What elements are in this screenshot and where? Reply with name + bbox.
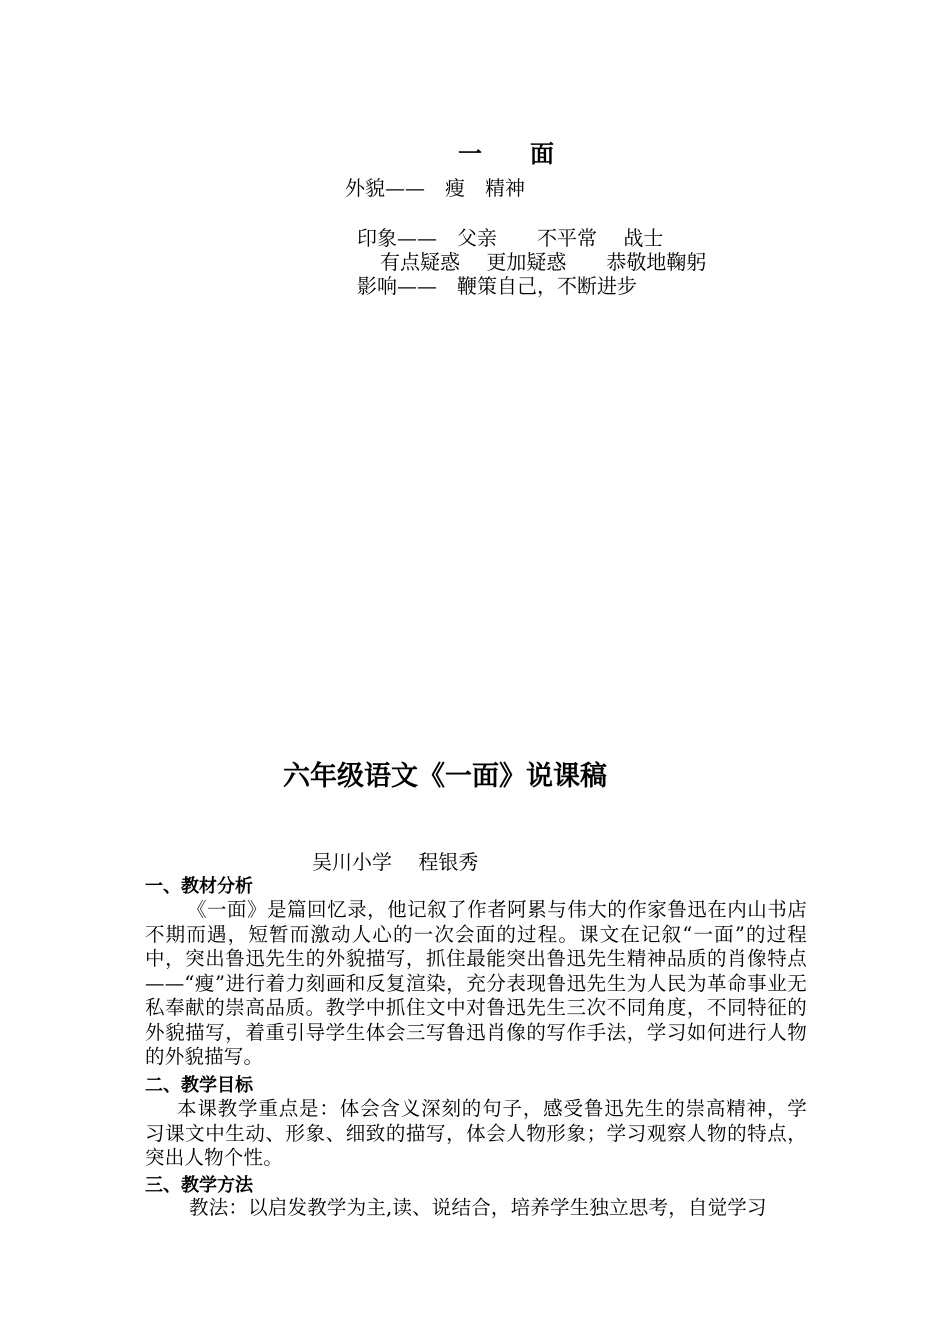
board-line-doubts: 有点疑惑 更加疑惑 恭敬地鞠躬 (380, 250, 707, 274)
section-heading-teaching-goals: 二、教学目标 (145, 1075, 253, 1096)
board-line-appearance: 外貌—— 瘦 精神 (345, 176, 525, 200)
section-heading-teaching-methods: 三、教学方法 (145, 1175, 253, 1196)
section-body-teaching-methods: 教法：以启发教学为主,读、说结合，培养学生独立思考，自觉学习 (189, 1196, 767, 1219)
board-line-impression: 印象—— 父亲 不平常 战士 (357, 226, 664, 250)
document-title: 六年级语文《一面》说课稿 (283, 761, 607, 792)
board-line-influence: 影响—— 鞭策自己，不断进步 (357, 274, 637, 298)
section-body-textbook-analysis: 《一面》是篇回忆录，他记叙了作者阿累与伟大的作家鲁迅在内山书店不期而遇，短暂而激动人心的一次会面的过程。课文在记叙“一面”的过程中，突出鲁迅先生的外貌描写，抓住最能突出鲁迅先生精神品质的肖像特点——“瘦”进行着力刻画和反复渲染，充分表现鲁迅先生为人民为革命事业无私奉献的崇高品质。教学中抓住文中对鲁迅先生三次不同角度，不同特征的外貌描写，着重引导学生体会三写鲁迅肖像的写作手法，学习如何进行人物的外貌描写。 (145, 898, 807, 1068)
section-body-teaching-goals: 本课教学重点是：体会含义深刻的句子，感受鲁迅先生的崇高精神，学习课文中生动、形象、细致的描写，体会人物形象；学习观察人物的特点，突出人物个性。 (145, 1097, 807, 1169)
document-author: 吴川小学 程银秀 (312, 850, 479, 874)
board-title: 一 面 (458, 140, 554, 168)
section-heading-textbook-analysis: 一、教材分析 (145, 876, 253, 897)
